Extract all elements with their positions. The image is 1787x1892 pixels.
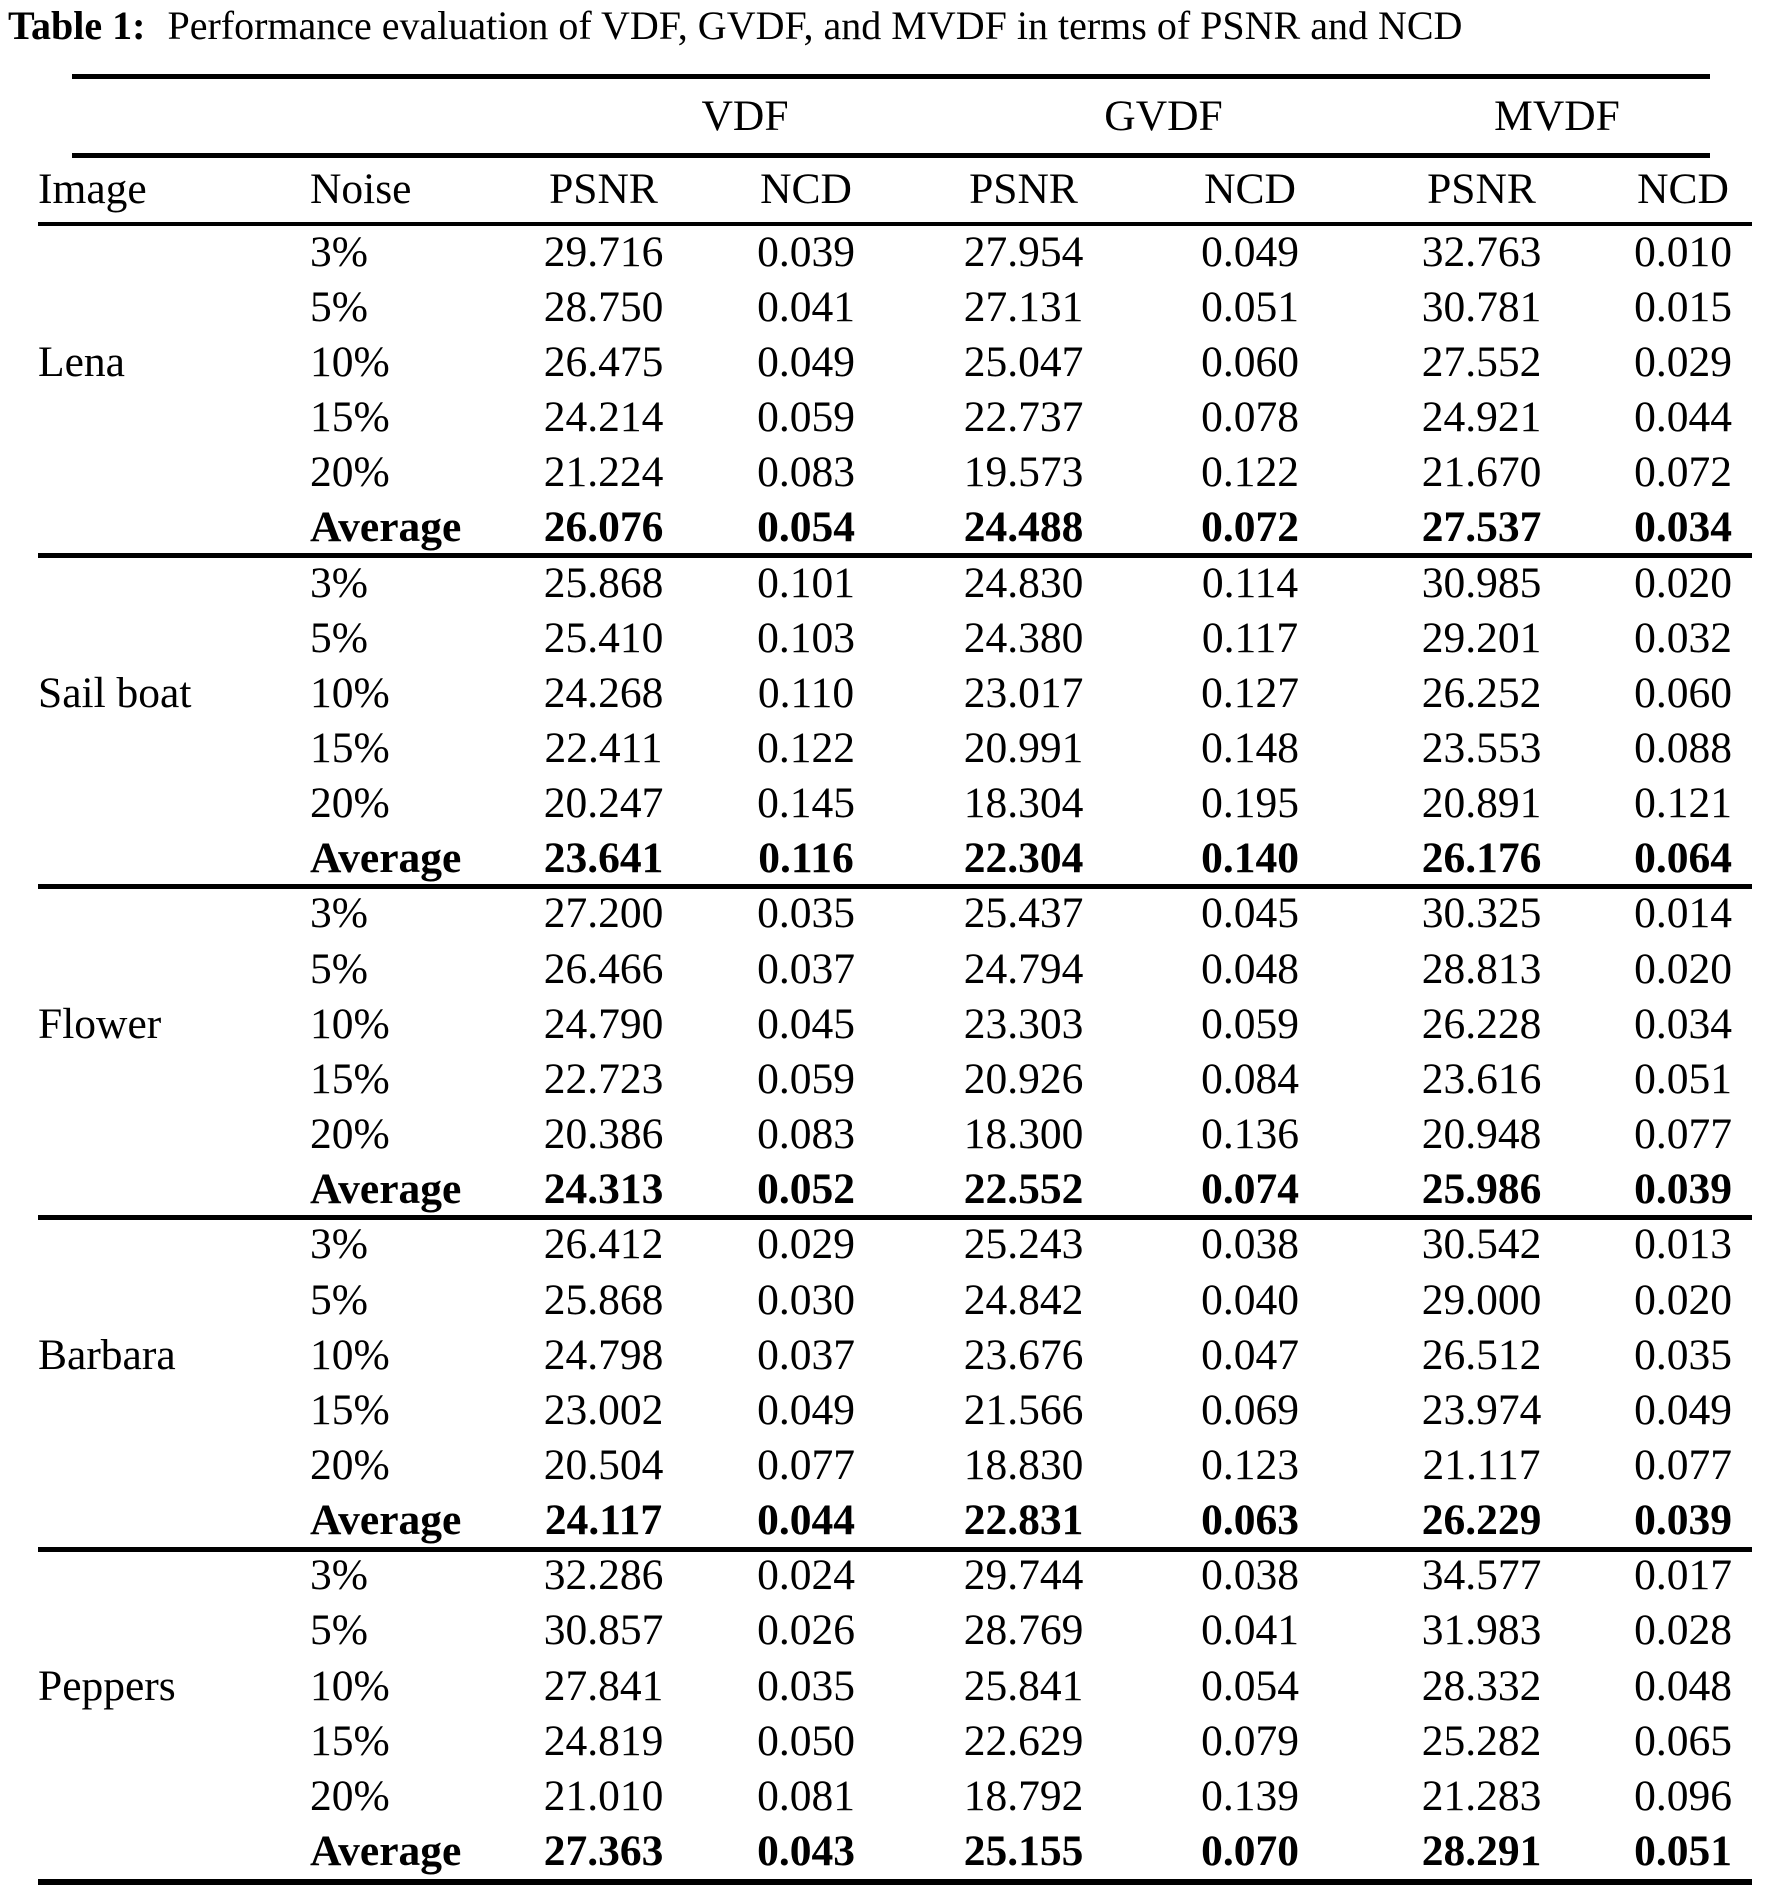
- noise-label: 3%: [310, 558, 368, 607]
- value-cell: 0.035: [757, 889, 855, 938]
- noise-label: 20%: [310, 448, 390, 497]
- value-cell: 0.117: [1201, 613, 1299, 662]
- value-cell: 23.641: [543, 834, 664, 883]
- table-row: [38, 1162, 1750, 1217]
- corner-spacer: [38, 78, 507, 154]
- method-header-gvdf: GVDF: [1104, 92, 1223, 140]
- value-cell: 25.047: [963, 337, 1084, 386]
- noise-label: 5%: [310, 613, 368, 662]
- value-cell: 0.083: [757, 448, 855, 497]
- value-cell: 30.781: [1421, 282, 1542, 331]
- value-cell: 0.048: [1634, 1661, 1732, 1710]
- value-cell: 0.101: [757, 558, 855, 607]
- value-cell: 0.074: [1201, 1165, 1299, 1214]
- value-cell: 0.136: [1201, 1110, 1299, 1159]
- image-label: [38, 555, 295, 610]
- value-cell: 22.629: [963, 1716, 1084, 1765]
- image-label: [38, 389, 295, 444]
- method-header-vdf: VDF: [701, 92, 789, 140]
- value-cell: 0.028: [1634, 1606, 1732, 1655]
- value-cell: 20.386: [543, 1110, 664, 1159]
- value-cell: 0.017: [1634, 1551, 1732, 1600]
- table-row: [38, 555, 1750, 610]
- value-cell: 0.077: [757, 1441, 855, 1490]
- table-body: [38, 224, 1750, 1879]
- value-cell: 0.116: [758, 834, 854, 883]
- column-header-image: Image: [38, 165, 147, 213]
- image-label: Sail boat: [38, 668, 192, 717]
- value-cell: 0.070: [1201, 1827, 1299, 1876]
- value-cell: 29.744: [963, 1551, 1084, 1600]
- table-row: [38, 500, 1750, 555]
- value-cell: 24.794: [963, 944, 1084, 993]
- noise-label: 5%: [310, 1606, 368, 1655]
- value-cell: 23.553: [1421, 723, 1542, 772]
- value-cell: 24.842: [963, 1275, 1084, 1324]
- value-cell: 0.029: [1634, 337, 1732, 386]
- value-cell: 0.014: [1634, 889, 1732, 938]
- value-cell: 0.049: [1201, 227, 1299, 276]
- value-cell: 29.716: [543, 227, 664, 276]
- table-row: [38, 1051, 1750, 1106]
- value-cell: 25.841: [963, 1661, 1084, 1710]
- noise-label: 15%: [310, 393, 390, 442]
- table-row: [38, 1824, 1750, 1879]
- value-cell: 0.041: [757, 282, 855, 331]
- value-cell: 20.504: [543, 1441, 664, 1490]
- value-cell: 26.412: [543, 1220, 664, 1269]
- table-row: [38, 334, 1750, 389]
- value-cell: 0.051: [1634, 1054, 1732, 1103]
- image-label: [38, 941, 295, 996]
- table-row: [38, 1658, 1750, 1713]
- value-cell: 0.088: [1634, 723, 1732, 772]
- value-cell: 0.052: [757, 1165, 855, 1214]
- value-cell: 20.948: [1421, 1110, 1542, 1159]
- table-row: [38, 1768, 1750, 1823]
- value-cell: 0.035: [1634, 1330, 1732, 1379]
- value-cell: 0.015: [1634, 282, 1732, 331]
- value-cell: 0.026: [757, 1606, 855, 1655]
- table-row: [38, 1382, 1750, 1437]
- value-cell: 0.032: [1634, 613, 1732, 662]
- table-row: [38, 776, 1750, 831]
- value-cell: 0.195: [1201, 779, 1299, 828]
- value-cell: 0.079: [1201, 1716, 1299, 1765]
- image-label: Barbara: [38, 1330, 176, 1379]
- value-cell: 0.110: [757, 668, 855, 717]
- table-caption-label: Table 1:: [8, 3, 146, 48]
- value-cell: 0.059: [1201, 999, 1299, 1048]
- value-cell: 0.020: [1634, 944, 1732, 993]
- image-label: [38, 776, 295, 831]
- value-cell: 26.475: [543, 337, 664, 386]
- value-cell: 30.985: [1421, 558, 1542, 607]
- value-cell: 22.831: [963, 1496, 1084, 1545]
- value-cell: 0.010: [1634, 227, 1732, 276]
- value-cell: 32.286: [543, 1551, 664, 1600]
- value-cell: 31.983: [1421, 1606, 1542, 1655]
- value-cell: 0.044: [1634, 393, 1732, 442]
- value-cell: 22.411: [544, 723, 663, 772]
- image-label: [38, 224, 295, 279]
- noise-label: 10%: [310, 1661, 390, 1710]
- image-label: [38, 500, 295, 555]
- noise-label: 10%: [310, 1330, 390, 1379]
- value-cell: 0.048: [1201, 944, 1299, 993]
- column-header-row: [38, 154, 1750, 224]
- image-label: [38, 1051, 295, 1106]
- value-cell: 0.047: [1201, 1330, 1299, 1379]
- value-cell: 29.000: [1421, 1275, 1542, 1324]
- noise-label: 20%: [310, 1110, 390, 1159]
- noise-label: 5%: [310, 944, 368, 993]
- value-cell: 0.145: [757, 779, 855, 828]
- value-cell: 27.841: [543, 1661, 664, 1710]
- value-cell: 0.059: [757, 1054, 855, 1103]
- value-cell: 21.670: [1421, 448, 1542, 497]
- value-cell: 25.437: [963, 889, 1084, 938]
- noise-label: 20%: [310, 1771, 390, 1820]
- value-cell: 24.798: [543, 1330, 664, 1379]
- value-cell: 0.020: [1634, 1275, 1732, 1324]
- value-cell: 29.201: [1421, 613, 1542, 662]
- value-cell: 32.763: [1421, 227, 1542, 276]
- image-label: [38, 1217, 295, 1272]
- value-cell: 24.819: [543, 1716, 664, 1765]
- column-header-psnr: PSNR: [1427, 165, 1536, 213]
- table-row: [38, 1493, 1750, 1548]
- noise-label: 10%: [310, 337, 390, 386]
- value-cell: 20.991: [963, 723, 1084, 772]
- image-label: [38, 1713, 295, 1768]
- value-cell: 27.954: [963, 227, 1084, 276]
- value-cell: 24.117: [544, 1496, 663, 1545]
- value-cell: 26.466: [543, 944, 664, 993]
- noise-label: 20%: [310, 1441, 390, 1490]
- noise-label: 10%: [310, 668, 390, 717]
- value-cell: 0.060: [1201, 337, 1299, 386]
- table-row: [38, 720, 1750, 775]
- value-cell: 0.034: [1634, 999, 1732, 1048]
- value-cell: 23.017: [963, 668, 1084, 717]
- table-row: [38, 1548, 1750, 1603]
- image-label: [38, 886, 295, 941]
- table-row: [38, 941, 1750, 996]
- value-cell: 25.243: [963, 1220, 1084, 1269]
- value-cell: 22.737: [963, 393, 1084, 442]
- image-label: [38, 1603, 295, 1658]
- value-cell: 30.325: [1421, 889, 1542, 938]
- table-caption: [8, 2, 1462, 50]
- value-cell: 0.037: [757, 944, 855, 993]
- bottom-rule: [38, 1879, 1752, 1885]
- value-cell: 0.050: [757, 1716, 855, 1765]
- image-label: [38, 1162, 295, 1217]
- value-cell: 0.038: [1201, 1220, 1299, 1269]
- value-cell: 0.051: [1201, 282, 1299, 331]
- value-cell: 24.313: [543, 1165, 664, 1214]
- value-cell: 22.723: [543, 1054, 664, 1103]
- value-cell: 23.616: [1421, 1054, 1542, 1103]
- value-cell: 0.077: [1634, 1110, 1732, 1159]
- table-row: [38, 1713, 1750, 1768]
- value-cell: 0.148: [1201, 723, 1299, 772]
- image-label: [38, 720, 295, 775]
- value-cell: 0.065: [1634, 1716, 1732, 1765]
- table-row: [38, 1217, 1750, 1272]
- value-cell: 0.045: [757, 999, 855, 1048]
- image-label: Lena: [38, 337, 125, 386]
- value-cell: 0.069: [1201, 1385, 1299, 1434]
- image-label: [38, 1824, 295, 1879]
- method-header-row: [38, 78, 1750, 154]
- table-row: [38, 996, 1750, 1051]
- column-header-ncd: NCD: [760, 165, 852, 213]
- value-cell: 0.139: [1201, 1771, 1299, 1820]
- value-cell: 25.986: [1421, 1165, 1542, 1214]
- value-cell: 0.045: [1201, 889, 1299, 938]
- value-cell: 0.049: [757, 1385, 855, 1434]
- value-cell: 0.043: [757, 1827, 855, 1876]
- value-cell: 28.332: [1421, 1661, 1542, 1710]
- value-cell: 0.127: [1201, 668, 1299, 717]
- image-label: [38, 610, 295, 665]
- table-row: [38, 1603, 1750, 1658]
- value-cell: 26.076: [543, 503, 664, 552]
- value-cell: 0.035: [757, 1661, 855, 1710]
- value-cell: 28.291: [1421, 1827, 1542, 1876]
- column-header-ncd: NCD: [1204, 165, 1296, 213]
- value-cell: 27.200: [543, 889, 664, 938]
- value-cell: 25.868: [543, 1275, 664, 1324]
- table-row: [38, 445, 1750, 500]
- value-cell: 24.488: [963, 503, 1084, 552]
- image-label: [38, 1493, 295, 1548]
- value-cell: 25.282: [1421, 1716, 1542, 1765]
- noise-label: 3%: [310, 1220, 368, 1269]
- value-cell: 0.122: [1201, 448, 1299, 497]
- value-cell: 18.300: [963, 1110, 1084, 1159]
- value-cell: 0.060: [1634, 668, 1732, 717]
- value-cell: 0.024: [757, 1551, 855, 1600]
- value-cell: 18.830: [963, 1441, 1084, 1490]
- value-cell: 0.049: [1634, 1385, 1732, 1434]
- value-cell: 20.926: [963, 1054, 1084, 1103]
- value-cell: 24.214: [543, 393, 664, 442]
- table-row: [38, 389, 1750, 444]
- value-cell: 25.410: [543, 613, 664, 662]
- value-cell: 20.891: [1421, 779, 1542, 828]
- table-row: [38, 665, 1750, 720]
- value-cell: 27.363: [543, 1827, 664, 1876]
- table-row: [38, 224, 1750, 279]
- value-cell: 22.304: [963, 834, 1084, 883]
- value-cell: 0.103: [757, 613, 855, 662]
- table-row: [38, 610, 1750, 665]
- value-cell: 0.059: [757, 393, 855, 442]
- image-label: [38, 445, 295, 500]
- value-cell: 26.229: [1421, 1496, 1542, 1545]
- noise-label: 3%: [310, 889, 368, 938]
- value-cell: 27.552: [1421, 337, 1542, 386]
- column-header-psnr: PSNR: [969, 165, 1078, 213]
- value-cell: 28.769: [963, 1606, 1084, 1655]
- value-cell: 0.096: [1634, 1771, 1732, 1820]
- value-cell: 0.078: [1201, 393, 1299, 442]
- value-cell: 0.072: [1634, 448, 1732, 497]
- noise-label: 3%: [310, 227, 368, 276]
- method-header-mvdf: MVDF: [1494, 92, 1620, 140]
- value-cell: 23.676: [963, 1330, 1084, 1379]
- value-cell: 19.573: [963, 448, 1084, 497]
- value-cell: 0.051: [1634, 1827, 1732, 1876]
- value-cell: 21.283: [1421, 1771, 1542, 1820]
- table-row: [38, 1327, 1750, 1382]
- noise-label: 10%: [310, 999, 390, 1048]
- value-cell: 0.038: [1201, 1551, 1299, 1600]
- table-row: [38, 831, 1750, 886]
- image-label: [38, 1437, 295, 1492]
- value-cell: 0.084: [1201, 1054, 1299, 1103]
- value-cell: 0.034: [1634, 503, 1732, 552]
- noise-label: 15%: [310, 1385, 390, 1434]
- value-cell: 0.029: [757, 1220, 855, 1269]
- value-cell: 30.542: [1421, 1220, 1542, 1269]
- noise-label: 3%: [310, 1551, 368, 1600]
- value-cell: 0.063: [1201, 1496, 1299, 1545]
- value-cell: 24.830: [963, 558, 1084, 607]
- image-label: Flower: [38, 999, 162, 1048]
- value-cell: 0.037: [757, 1330, 855, 1379]
- value-cell: 0.083: [757, 1110, 855, 1159]
- value-cell: 20.247: [543, 779, 664, 828]
- image-label: [38, 1768, 295, 1823]
- value-cell: 0.123: [1201, 1441, 1299, 1490]
- value-cell: 27.537: [1421, 503, 1542, 552]
- value-cell: 26.228: [1421, 999, 1542, 1048]
- image-label: [38, 1107, 295, 1162]
- noise-label: 15%: [310, 1054, 390, 1103]
- value-cell: 24.921: [1421, 393, 1542, 442]
- image-label: [38, 1272, 295, 1327]
- value-cell: 0.064: [1634, 834, 1732, 883]
- value-cell: 0.039: [757, 227, 855, 276]
- column-header-psnr: PSNR: [549, 165, 658, 213]
- value-cell: 27.131: [963, 282, 1084, 331]
- value-cell: 0.121: [1634, 779, 1732, 828]
- value-cell: 0.122: [757, 723, 855, 772]
- value-cell: 21.566: [963, 1385, 1084, 1434]
- noise-label: 20%: [310, 779, 390, 828]
- table-row: [38, 279, 1750, 334]
- value-cell: 28.813: [1421, 944, 1542, 993]
- table-row: [38, 886, 1750, 941]
- image-label: Peppers: [38, 1661, 176, 1710]
- value-cell: 28.750: [543, 282, 664, 331]
- value-cell: 24.268: [543, 668, 664, 717]
- column-header-noise: Noise: [310, 165, 412, 213]
- performance-table: [38, 78, 1750, 1879]
- noise-label: Average: [310, 1165, 462, 1214]
- value-cell: 0.114: [1201, 558, 1299, 607]
- image-label: [38, 1548, 295, 1603]
- value-cell: 26.176: [1421, 834, 1542, 883]
- value-cell: 0.020: [1634, 558, 1732, 607]
- value-cell: 0.039: [1634, 1496, 1732, 1545]
- noise-label: Average: [310, 503, 462, 552]
- value-cell: 23.303: [963, 999, 1084, 1048]
- table-row: [38, 1437, 1750, 1492]
- value-cell: 0.030: [757, 1275, 855, 1324]
- value-cell: 0.039: [1634, 1165, 1732, 1214]
- value-cell: 0.054: [757, 503, 855, 552]
- value-cell: 26.252: [1421, 668, 1542, 717]
- table-caption-text: Performance evaluation of VDF, GVDF, and MVDF in terms of PSNR and NCD: [167, 3, 1463, 48]
- noise-label: 15%: [310, 723, 390, 772]
- value-cell: 0.013: [1634, 1220, 1732, 1269]
- value-cell: 0.081: [757, 1771, 855, 1820]
- table-row: [38, 1107, 1750, 1162]
- value-cell: 23.002: [543, 1385, 664, 1434]
- value-cell: 21.224: [543, 448, 664, 497]
- noise-label: 15%: [310, 1716, 390, 1765]
- value-cell: 0.140: [1201, 834, 1299, 883]
- value-cell: 0.072: [1201, 503, 1299, 552]
- value-cell: 26.512: [1421, 1330, 1542, 1379]
- value-cell: 0.040: [1201, 1275, 1299, 1324]
- value-cell: 0.077: [1634, 1441, 1732, 1490]
- value-cell: 0.044: [757, 1496, 855, 1545]
- value-cell: 0.049: [757, 337, 855, 386]
- noise-label: 5%: [310, 282, 368, 331]
- value-cell: 18.304: [963, 779, 1084, 828]
- image-label: [38, 279, 295, 334]
- value-cell: 0.041: [1201, 1606, 1299, 1655]
- table-row: [38, 1272, 1750, 1327]
- noise-label: 5%: [310, 1275, 368, 1324]
- value-cell: 34.577: [1421, 1551, 1542, 1600]
- image-label: [38, 1382, 295, 1437]
- column-header-ncd: NCD: [1637, 165, 1729, 213]
- value-cell: 0.054: [1201, 1661, 1299, 1710]
- value-cell: 24.790: [543, 999, 664, 1048]
- noise-label: Average: [310, 1496, 462, 1545]
- value-cell: 25.868: [543, 558, 664, 607]
- value-cell: 24.380: [963, 613, 1084, 662]
- value-cell: 30.857: [543, 1606, 664, 1655]
- value-cell: 21.117: [1422, 1441, 1541, 1490]
- image-label: [38, 831, 295, 886]
- value-cell: 18.792: [963, 1771, 1084, 1820]
- noise-label: Average: [310, 1827, 462, 1876]
- value-cell: 21.010: [543, 1771, 664, 1820]
- noise-label: Average: [310, 834, 462, 883]
- value-cell: 25.155: [963, 1827, 1084, 1876]
- value-cell: 22.552: [963, 1165, 1084, 1214]
- value-cell: 23.974: [1421, 1385, 1542, 1434]
